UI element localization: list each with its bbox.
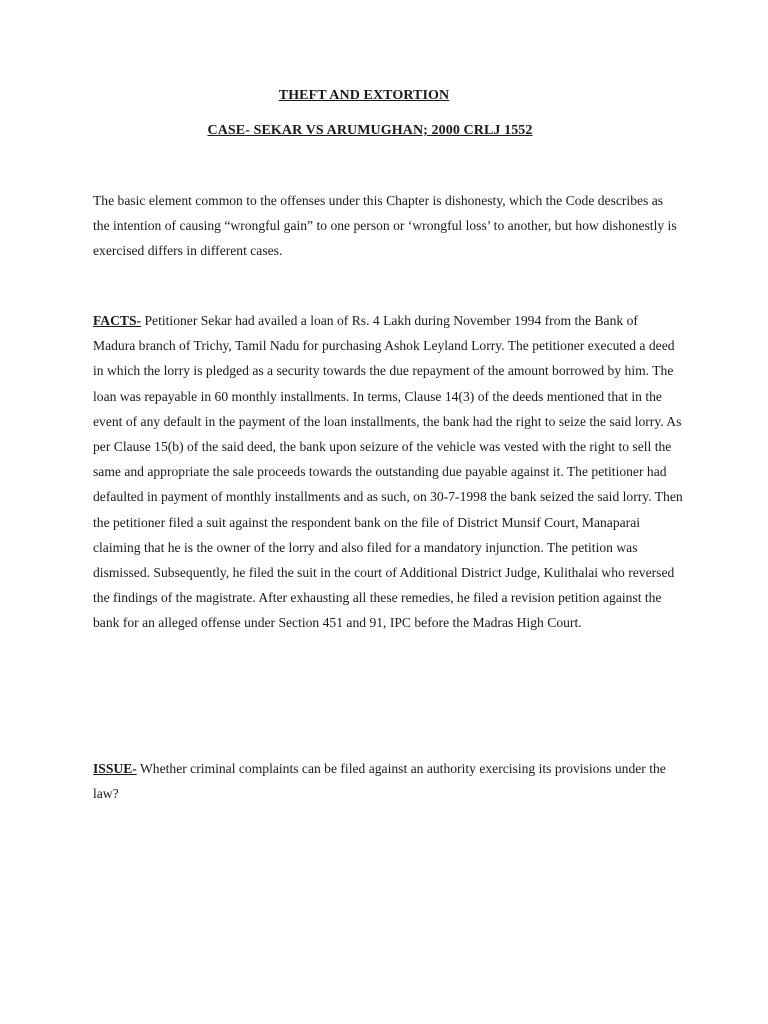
issue-paragraph	[93, 756, 683, 806]
facts-heading: FACTS-	[93, 313, 142, 328]
facts-paragraph	[93, 308, 683, 636]
document-title: THEFT AND EXTORTION	[278, 88, 450, 103]
issue-heading: ISSUE-	[93, 761, 137, 776]
facts-text: Petitioner Sekar had availed a loan of Rs. 4 Lakh during November 1994 from the Bank of Madura branch of Trichy, Tamil Nadu for purchasing Ashok Leyland Lorry. The petitioner executed a deed in which the lorry is pledged as a security towards the due repayment of the amount borrowed by him. The loan was repayable in 60 monthly installments. In terms, Clause 14(3) of the deeds mentioned that in the event of any default in the payment of the loan installments, the bank had the right to seize the said lorry. As per Clause 15(b) of the said deed, the bank upon seizure of the vehicle was vested with the right to sell the same and appropriate the sale proceeds towards the outstanding due payable against it. The petitioner had defaulted in payment of monthly installments and as such, on 30-7-1998 the bank seized the said lorry. Then the petitioner filed a suit against the respondent bank on the file of District Munsif Court, Manaparai claiming that he is the owner of the lorry and also filed for a mandatory injunction. The petition was dismissed. Subsequently, he filed the suit in the court of Additional District Judge, Kulithalai who reversed the findings of the magistrate. After exhausting all these remedies, he filed a revision petition against the bank for an alleged offense under Section 451 and 91, IPC before the Madras High Court.	[93, 313, 683, 631]
case-title: CASE- SEKAR VS ARUMUGHAN; 2000 CRLJ 1552	[207, 123, 533, 138]
issue-text: Whether criminal complaints can be filed against an authority exercising its provisions under the law?	[93, 761, 666, 802]
intro-paragraph: The basic element common to the offenses under this Chapter is dishonesty, which the Code describes as the intention of causing “wrongful gain” to one person or ‘wrongful loss’ to another, but how dishonestly is exercised differs in different cases.	[93, 193, 677, 259]
